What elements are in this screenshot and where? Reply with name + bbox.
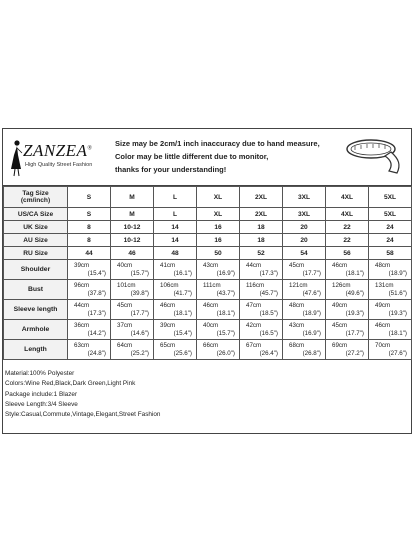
size-row xyxy=(4,221,412,234)
size-cell: 10-12 xyxy=(111,221,154,234)
cm-value: 106cm xyxy=(160,281,179,289)
size-chart-card xyxy=(2,128,412,434)
inch-value: (17.3") xyxy=(259,269,278,277)
cm-value: 46cm xyxy=(332,261,348,269)
size-cell: 14 xyxy=(154,234,197,247)
size-cell: XL xyxy=(197,208,240,221)
measurement-cell xyxy=(369,300,412,320)
size-cell: 4XL xyxy=(326,208,369,221)
size-cell: 18 xyxy=(240,221,283,234)
measurement-cell xyxy=(197,300,240,320)
inch-value: (16.5") xyxy=(259,329,278,337)
inch-value: (18.9") xyxy=(302,309,321,317)
measurement-cell xyxy=(111,300,154,320)
measurement-cell xyxy=(369,340,412,360)
row-label: AU Size xyxy=(4,234,68,247)
row-label: Length xyxy=(4,340,68,360)
cm-value: 43cm xyxy=(203,261,219,269)
tag-size-cell: 3XL xyxy=(283,187,326,208)
product-info xyxy=(5,369,409,420)
row-label: Armhole xyxy=(4,320,68,340)
inch-value: (24.8") xyxy=(87,349,106,357)
tag-size-cell: 2XL xyxy=(240,187,283,208)
measurement-cell xyxy=(283,300,326,320)
size-row xyxy=(4,234,412,247)
cm-value: 96cm xyxy=(74,281,90,289)
cm-value: 101cm xyxy=(117,281,136,289)
inch-value: (15.4") xyxy=(173,329,192,337)
size-cell: 3XL xyxy=(283,208,326,221)
measurement-cell xyxy=(197,340,240,360)
size-cell: 46 xyxy=(111,247,154,260)
measurement-cell xyxy=(68,280,111,300)
cm-value: 43cm xyxy=(289,321,305,329)
size-cell: 50 xyxy=(197,247,240,260)
cm-value: 48cm xyxy=(289,301,305,309)
size-row xyxy=(4,208,412,221)
measurement-cell xyxy=(68,340,111,360)
inch-value: (15.7") xyxy=(216,329,235,337)
inch-value: (18.1") xyxy=(388,329,407,337)
cm-value: 66cm xyxy=(203,341,219,349)
inch-value: (26.8") xyxy=(302,349,321,357)
measurement-row xyxy=(4,300,412,320)
measurement-cell xyxy=(283,320,326,340)
inch-value: (18.1") xyxy=(216,309,235,317)
inch-value: (17.7") xyxy=(130,309,149,317)
measurement-row xyxy=(4,340,412,360)
row-label: US/CA Size xyxy=(4,208,68,221)
cm-value: 46cm xyxy=(160,301,176,309)
size-cell: 54 xyxy=(283,247,326,260)
size-cell: 22 xyxy=(326,234,369,247)
inch-value: (51.6") xyxy=(388,289,407,297)
inch-value: (18.1") xyxy=(345,269,364,277)
size-cell: M xyxy=(111,208,154,221)
row-label: Bust xyxy=(4,280,68,300)
measurement-cell xyxy=(240,300,283,320)
cm-value: 121cm xyxy=(289,281,308,289)
measurement-cell xyxy=(154,300,197,320)
measurement-row xyxy=(4,280,412,300)
size-cell: S xyxy=(68,208,111,221)
size-row xyxy=(4,247,412,260)
cm-value: 111cm xyxy=(203,281,221,289)
measurement-cell xyxy=(369,320,412,340)
size-table-body xyxy=(4,187,412,360)
cm-value: 67cm xyxy=(246,341,262,349)
inch-value: (19.3") xyxy=(345,309,364,317)
measurement-cell xyxy=(111,260,154,280)
brand-logo xyxy=(7,137,109,181)
measurement-cell xyxy=(154,320,197,340)
tag-size-cell: XL xyxy=(197,187,240,208)
tag-size-cell: M xyxy=(111,187,154,208)
row-label: Shoulder xyxy=(4,260,68,280)
tag-size-cell: 5XL xyxy=(369,187,412,208)
measurement-cell xyxy=(197,260,240,280)
inch-value: (26.0") xyxy=(216,349,235,357)
inch-value: (18.1") xyxy=(173,309,192,317)
size-cell: 16 xyxy=(197,221,240,234)
measurement-cell xyxy=(68,320,111,340)
cm-value: 36cm xyxy=(74,321,90,329)
tag-size-header xyxy=(4,187,68,208)
size-cell: 48 xyxy=(154,247,197,260)
measurement-cell xyxy=(326,280,369,300)
measurement-cell xyxy=(240,260,283,280)
brand-name: ZANZEA xyxy=(23,141,88,160)
size-cell: 10-12 xyxy=(111,234,154,247)
cm-value: 41cm xyxy=(160,261,176,269)
registered-mark: ® xyxy=(87,145,93,152)
measurement-cell xyxy=(326,320,369,340)
size-cell: 24 xyxy=(369,221,412,234)
inch-value: (15.4") xyxy=(87,269,106,277)
inch-value: (15.7") xyxy=(130,269,149,277)
inch-value: (43.7") xyxy=(216,289,235,297)
cm-value: 46cm xyxy=(375,321,391,329)
inch-value: (17.7") xyxy=(345,329,364,337)
inch-value: (26.4") xyxy=(259,349,278,357)
cm-value: 48cm xyxy=(375,261,391,269)
inch-value: (17.3") xyxy=(87,309,106,317)
size-table xyxy=(3,186,412,360)
size-cell: 58 xyxy=(369,247,412,260)
inch-value: (18.5") xyxy=(259,309,278,317)
measurement-cell xyxy=(369,260,412,280)
cm-value: 131cm xyxy=(375,281,394,289)
colors-line: Colors:Wine Red,Black,Dark Green,Light Pink xyxy=(5,380,136,388)
cm-value: 65cm xyxy=(160,341,176,349)
sleeve-line: Sleeve Length:3/4 Sleeve xyxy=(5,400,78,408)
row-label: UK Size xyxy=(4,221,68,234)
measurement-row xyxy=(4,260,412,280)
tag-size-cell: L xyxy=(154,187,197,208)
notice-line: Size may be 2cm/1 inch inaccuracy due to hand measure, xyxy=(115,139,320,148)
cm-value: 40cm xyxy=(117,261,133,269)
measurement-cell xyxy=(240,320,283,340)
inch-value: (14.6") xyxy=(130,329,149,337)
material-line: Material:100% Polyester xyxy=(5,370,75,377)
measurement-cell xyxy=(369,280,412,300)
package-line: Package include:1 Blazer xyxy=(5,390,78,398)
cm-value: 49cm xyxy=(332,301,348,309)
measurement-cell xyxy=(283,260,326,280)
inch-value: (16.9") xyxy=(216,269,235,277)
measurement-cell xyxy=(68,300,111,320)
inch-value: (19.3") xyxy=(388,309,407,317)
cm-value: 49cm xyxy=(375,301,391,309)
measurement-cell xyxy=(197,280,240,300)
inch-value: (25.6") xyxy=(173,349,192,357)
cm-value: 39cm xyxy=(160,321,176,329)
measurement-cell xyxy=(111,320,154,340)
inch-value: (17.7") xyxy=(302,269,321,277)
size-cell: 22 xyxy=(326,221,369,234)
cm-value: 42cm xyxy=(246,321,262,329)
measurement-cell xyxy=(283,340,326,360)
cm-value: 37cm xyxy=(117,321,133,329)
measurement-cell xyxy=(240,340,283,360)
tag-size-row xyxy=(4,187,412,208)
notice-line: Color may be little different due to monitor, xyxy=(115,152,269,161)
cm-value: 45cm xyxy=(332,321,348,329)
measuring-tape-icon xyxy=(341,135,407,177)
measurement-cell xyxy=(240,280,283,300)
cm-value: 70cm xyxy=(375,341,391,349)
row-label: RU Size xyxy=(4,247,68,260)
inch-value: (16.9") xyxy=(302,329,321,337)
measurement-cell xyxy=(283,280,326,300)
measurement-cell xyxy=(111,280,154,300)
inch-value: (14.2") xyxy=(87,329,106,337)
size-cell: 14 xyxy=(154,221,197,234)
style-line: Style:Casual,Commute,Vintage,Elegant,Street Fashion xyxy=(5,411,161,419)
measurement-cell xyxy=(197,320,240,340)
cm-value: 126cm xyxy=(332,281,351,289)
cm-value: 40cm xyxy=(203,321,219,329)
size-chart-header xyxy=(3,129,411,186)
size-cell: 16 xyxy=(197,234,240,247)
size-cell: 8 xyxy=(68,221,111,234)
measurement-cell xyxy=(111,340,154,360)
brand-tagline: High Quality Street Fashion xyxy=(25,162,93,168)
measurement-notice xyxy=(115,137,335,176)
cm-value: 63cm xyxy=(74,341,90,349)
measurement-cell xyxy=(326,260,369,280)
size-cell: 5XL xyxy=(369,208,412,221)
tag-size-cell: S xyxy=(68,187,111,208)
size-cell: 56 xyxy=(326,247,369,260)
inch-value: (25.2") xyxy=(130,349,149,357)
cm-value: 39cm xyxy=(74,261,90,269)
inch-value: (18.9") xyxy=(388,269,407,277)
size-cell: 20 xyxy=(283,221,326,234)
cm-value: 64cm xyxy=(117,341,133,349)
inch-value: (49.6") xyxy=(345,289,364,297)
size-cell: 2XL xyxy=(240,208,283,221)
inch-value: (37.8") xyxy=(87,289,106,297)
size-cell: L xyxy=(154,208,197,221)
size-cell: 20 xyxy=(283,234,326,247)
size-cell: 24 xyxy=(369,234,412,247)
size-cell: 18 xyxy=(240,234,283,247)
inch-value: (39.8") xyxy=(130,289,149,297)
inch-value: (41.7") xyxy=(173,289,192,297)
size-cell: 44 xyxy=(68,247,111,260)
size-cell: 52 xyxy=(240,247,283,260)
cm-value: 44cm xyxy=(246,261,262,269)
inch-value: (27.6") xyxy=(388,349,407,357)
cm-value: 116cm xyxy=(246,281,265,289)
measurement-cell xyxy=(154,340,197,360)
measurement-row xyxy=(4,320,412,340)
size-cell: 8 xyxy=(68,234,111,247)
inch-value: (45.7") xyxy=(259,289,278,297)
measurement-cell xyxy=(326,340,369,360)
cm-value: 45cm xyxy=(289,261,305,269)
inch-value: (47.6") xyxy=(302,289,321,297)
inch-value: (27.2") xyxy=(345,349,364,357)
cm-value: 47cm xyxy=(246,301,262,309)
measurement-cell xyxy=(326,300,369,320)
cm-value: 45cm xyxy=(117,301,133,309)
inch-value: (16.1") xyxy=(173,269,192,277)
measurement-cell xyxy=(154,260,197,280)
notice-line: thanks for your understanding! xyxy=(115,165,227,174)
cm-value: 44cm xyxy=(74,301,90,309)
cm-value: 68cm xyxy=(289,341,305,349)
cm-value: 46cm xyxy=(203,301,219,309)
tag-size-cell: 4XL xyxy=(326,187,369,208)
measurement-cell xyxy=(68,260,111,280)
row-label: Tag Size (cm/inch) xyxy=(20,190,51,204)
row-label: Sleeve length xyxy=(4,300,68,320)
measurement-cell xyxy=(154,280,197,300)
cm-value: 69cm xyxy=(332,341,348,349)
